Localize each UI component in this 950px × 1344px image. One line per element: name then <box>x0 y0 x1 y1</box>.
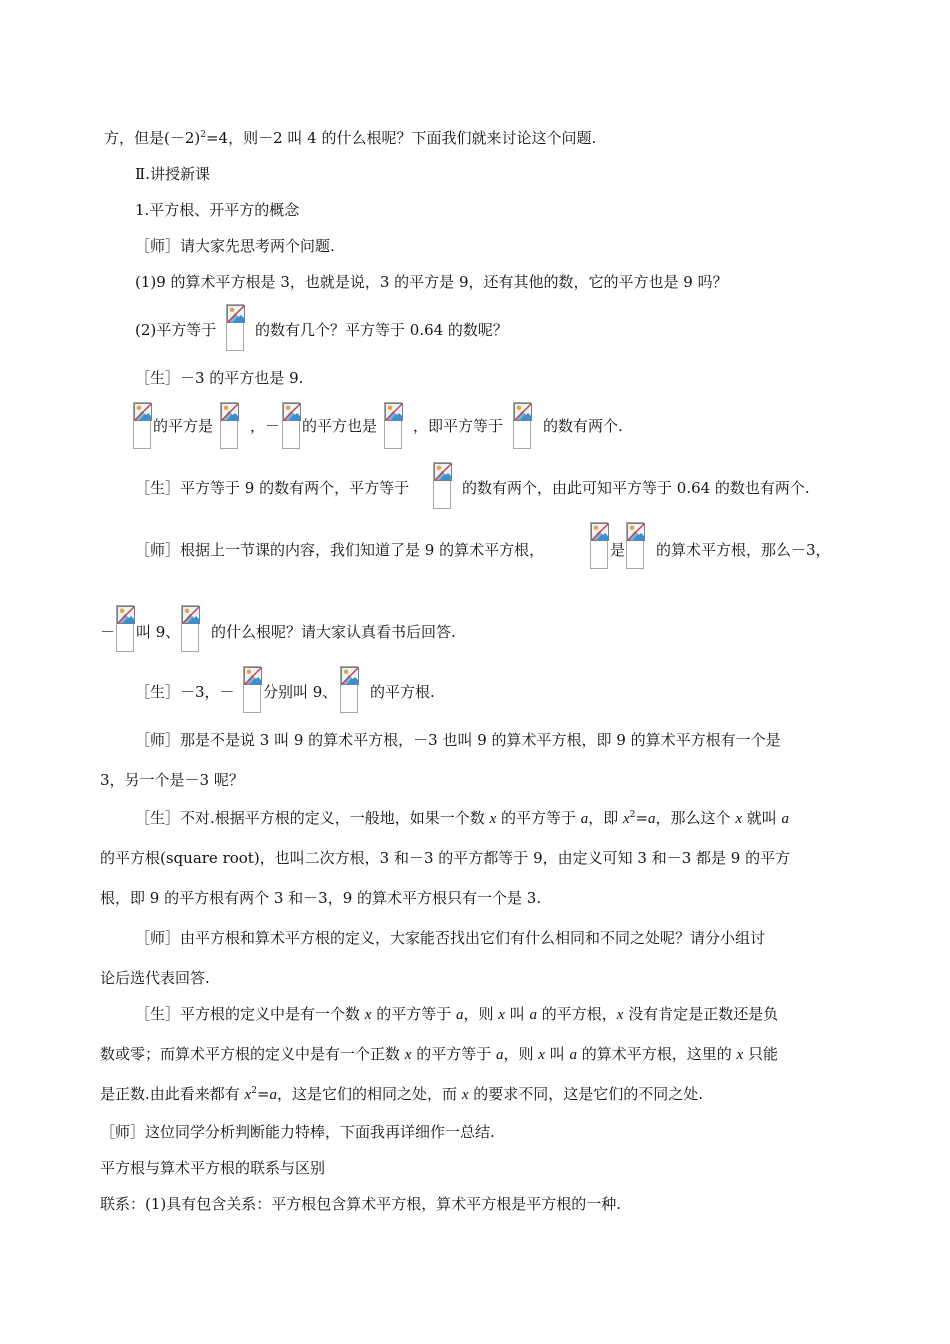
text-line: ，－ <box>250 417 281 435</box>
text-line: ［生］平方等于 9 的数有两个，平方等于 <box>135 479 410 497</box>
text-line: 的算术平方根，那么－3， <box>656 541 831 559</box>
text-line: ［师］这位同学分析判断能力特棒，下面我再详细作一总结. <box>100 1123 495 1141</box>
text-line: 的数有几个？平方等于 0.64 的数呢？ <box>255 321 508 339</box>
subsection-heading: 1.平方根、开平方的概念 <box>135 201 300 219</box>
broken-image-icon <box>282 402 300 449</box>
text-line: 的数有两个，由此可知平方等于 0.64 的数也有两个. <box>462 479 810 497</box>
broken-image-icon <box>590 522 608 569</box>
text-line: ［师］那是不是说 3 叫 9 的算术平方根，－3 也叫 9 的算术平方根，即 9 的算术平方根有一个是 <box>135 731 781 749</box>
text-line: 平方根与算术平方根的联系与区别 <box>100 1159 326 1177</box>
text-line: 的平方也是 <box>302 417 378 435</box>
broken-image-icon <box>181 605 199 652</box>
text-line: 分别叫 9、 <box>263 683 338 701</box>
text-line: 的平方根(square root)，也叫二次方根，3 和－3 的平方都等于 9，由定义可知 3 和－3 都是 9 的平方 <box>100 849 791 867</box>
text-line: 的数有两个. <box>543 417 623 435</box>
text-line: ［师］请大家先思考两个问题. <box>135 237 335 255</box>
text-line: 根，即 9 的平方根有两个 3 和－3，9 的算术平方根只有一个是 3. <box>100 889 542 907</box>
text-line: － <box>100 623 116 641</box>
text-line: 是正数.由此看来都有 $x^2=a$，这是它们的相同之处，而 x 的要求不同，这是它们的不同之处. <box>100 1085 704 1103</box>
broken-image-icon <box>116 605 134 652</box>
text-line: ［师］由平方根和算术平方根的定义，大家能否找出它们有什么相同和不同之处呢？请分小组讨 <box>135 929 766 947</box>
text-line: ［生］不对.根据平方根的定义，一般地，如果一个数 x 的平方等于 a，即 $x^2=a$，那么这个 x 就叫 a <box>135 809 790 827</box>
text-line: ［生］－3，－ <box>135 683 235 701</box>
text-line: 的平方根. <box>370 683 435 701</box>
broken-image-icon <box>226 304 244 351</box>
text-line: (1)9 的算术平方根是 3，也就是说，3 的平方是 9，还有其他的数，它的平方也是 9 吗？ <box>135 273 728 291</box>
broken-image-icon <box>220 402 238 449</box>
broken-image-icon <box>433 462 451 509</box>
text-line: 联系：(1)具有包含关系：平方根包含算术平方根，算术平方根是平方根的一种. <box>100 1195 622 1213</box>
text-line: (2)平方等于 <box>135 321 217 339</box>
section-heading: Ⅱ.讲授新课 <box>135 165 210 183</box>
text-line: 叫 9、 <box>136 623 181 641</box>
text-line: ，即平方等于 <box>413 417 504 435</box>
text-line: 数或零；而算术平方根的定义中是有一个正数 x 的平方等于 a，则 x 叫 a 的算术平方根，这里的 x 只能 <box>100 1045 778 1063</box>
broken-image-icon <box>513 402 531 449</box>
broken-image-icon <box>243 666 261 713</box>
text-line: ［生］平方根的定义中是有一个数 x 的平方等于 a，则 x 叫 a 的平方根，x 没有肯定是正数还是负 <box>135 1005 779 1023</box>
broken-image-icon <box>384 402 402 449</box>
text-line: 3，另一个是－3 呢？ <box>100 771 244 789</box>
text-line: 的什么根呢？请大家认真看书后回答. <box>211 623 456 641</box>
text-line: 是 <box>610 541 626 559</box>
text-line: ［师］根据上一节课的内容，我们知道了是 9 的算术平方根， <box>135 541 545 559</box>
text-line: ［生］－3 的平方也是 9. <box>135 369 304 387</box>
broken-image-icon <box>340 666 358 713</box>
broken-image-icon <box>626 522 644 569</box>
broken-image-icon <box>133 402 151 449</box>
text-line: 的平方是 <box>153 417 214 435</box>
text-line: 论后选代表回答. <box>100 969 210 987</box>
text-line: 方，但是$(-2)^2=4$，则－2 叫 4 的什么根呢？下面我们就来讨论这个问题. <box>104 129 597 147</box>
